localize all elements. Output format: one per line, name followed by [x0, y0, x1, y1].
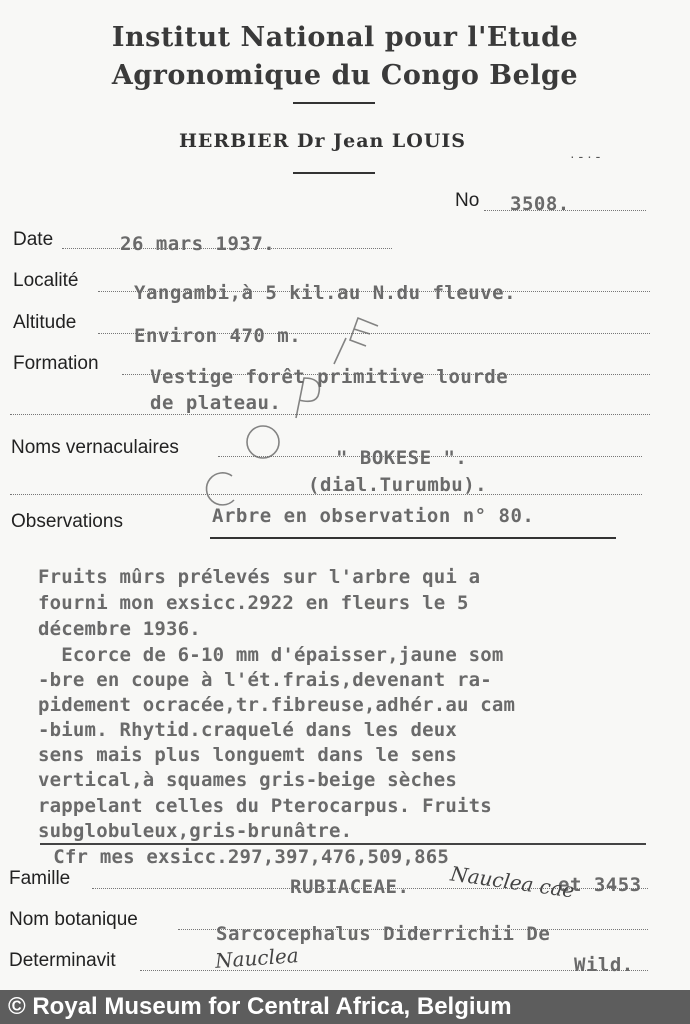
observation-line: Cfr mes exsicc.297,397,476,509,865 — [30, 846, 450, 868]
nom-botanique-label: Nom botanique — [9, 909, 138, 930]
determinavit-value: Wild. — [574, 954, 634, 976]
localite-value: Yangambi,à 5 kil.au N.du fleuve. — [134, 282, 517, 304]
observation-line: Fruits mûrs prélevés sur l'arbre qui a — [38, 566, 481, 588]
number-value: 3508. — [510, 193, 570, 215]
number-label: No — [455, 190, 480, 211]
localite-label: Localité — [13, 270, 79, 291]
famille-extra: et 3453 — [558, 874, 642, 896]
date-value: 26 mars 1937. — [120, 233, 276, 255]
date-label: Date — [13, 229, 54, 250]
altitude-value: Environ 470 m. — [134, 325, 302, 347]
famille-label: Famille — [9, 868, 71, 889]
altitude-label: Altitude — [13, 312, 77, 333]
famille-handwritten: Nauclea cae — [448, 861, 577, 903]
header-rule — [293, 102, 375, 104]
observation-line: fourni mon exsicc.2922 en fleurs le 5 — [38, 592, 469, 614]
institute-name-line1: Institut National pour l'Etude — [111, 22, 579, 53]
observation-line: vertical,à squames gris-beige sèches — [38, 769, 458, 791]
institute-name-line2: Agronomique du Congo Belge — [111, 60, 579, 91]
famille-value: RUBIACEAE. — [290, 876, 410, 898]
observation-line: sens mais plus longuemt dans le sens — [38, 744, 458, 766]
copyright-footer: © Royal Museum for Central Africa, Belgium — [0, 990, 690, 1024]
observations-value: Arbre en observation n° 80. — [212, 505, 535, 527]
noms-label: Noms vernaculaires — [11, 437, 179, 458]
noms-value-line1: " BOKESE ". — [336, 447, 468, 469]
observation-line: -bre en coupe à l'ét.frais,devenant ra- — [38, 669, 492, 691]
herbier-rule — [293, 172, 375, 174]
formation-value-line2: de plateau. — [150, 392, 282, 414]
determinavit-handwritten: Nauclea — [214, 943, 300, 973]
noms-value-line2: (dial.Turumbu). — [308, 474, 488, 496]
observations-label: Observations — [11, 511, 123, 532]
observation-line: décembre 1936. — [38, 618, 201, 640]
observation-separator — [40, 843, 646, 845]
determinavit-label: Determinavit — [9, 950, 116, 971]
observations-underline — [210, 537, 616, 539]
herbarium-label-card: Institut National pour l'Etude Agronomique du Congo Belge HERBIER Dr Jean LOUIS · - · - No 3508. Date 26 mars 1937. Localité Yangambi,à 5 kil.au N.du fleuve. Altitude Environ 470 m. Formation Vestige forêt primitive lourde de plateau. Noms vernaculaires " BOKESE ". (dial.Turumbu). Observations Arbre en observation n° 80. Fruits mûrs prélevés sur l'arbre qui a fourni mon exsicc.2922 en fleurs le 5 décembre 1936. Ecorce de 6-10 mm d'épaisser,jaune som -bre en coupe à l'ét.frais,devenant ra- pidement ocracée,tr.fibreuse,adhér.au cam -bium. Rhytid.craquelé dans les deux sens mais plus longuemt dans le sens vertical,à squames gris-beige sèches rappelant celles du Pterocarpus. Fruits subglobuleux,gris-brunâtre. Cfr mes exsicc.297,397,476,509,865 Famille RUBIACEAE. et 3453 Nauclea cae Nom botanique Sarcocephalus Diderrichii De Determinavit Wild. Nauclea — [0, 0, 690, 990]
observation-line: Ecorce de 6-10 mm d'épaisser,jaune som — [38, 644, 504, 666]
observation-line: rappelant celles du Pterocarpus. Fruits — [38, 795, 492, 817]
observation-line: subglobuleux,gris-brunâtre. — [38, 820, 353, 842]
observation-line: pidement ocracée,tr.fibreuse,adhér.au cam — [38, 694, 516, 716]
observation-line: -bium. Rhytid.craquelé dans les deux — [38, 719, 458, 741]
nom-botanique-value: Sarcocephalus Diderrichii De — [216, 923, 551, 945]
formation-value-line1: Vestige forêt primitive lourde — [150, 366, 509, 388]
formation-label: Formation — [13, 353, 99, 374]
herbier-title: HERBIER Dr Jean LOUIS — [178, 130, 467, 152]
